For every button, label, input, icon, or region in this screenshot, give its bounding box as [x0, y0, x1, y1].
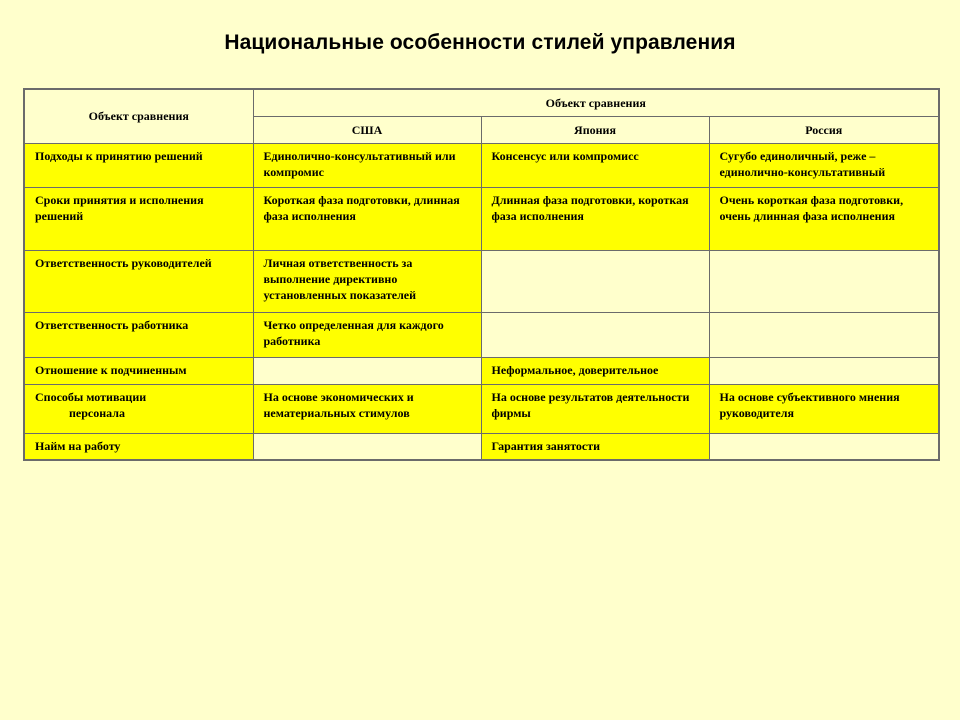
cell-usa: Единолично-консультативный или компромис: [253, 143, 481, 187]
cell-russia: Сугубо единоличный, реже – единолично-консультативный: [709, 143, 939, 187]
row-label-line: Способы мотивации: [35, 389, 147, 404]
cell-usa: Четко определенная для каждого работника: [253, 312, 481, 357]
table-header-row: [24, 89, 939, 116]
table-row: [24, 143, 939, 187]
column-header-usa: США: [253, 116, 481, 143]
page-title: Национальные особенности стилей управления: [224, 31, 736, 54]
cell-japan: Гарантия занятости: [481, 433, 709, 460]
table-row: [24, 433, 939, 460]
cell-usa: [253, 433, 481, 460]
row-label: Отношение к подчиненным: [24, 357, 253, 384]
column-header-russia: Россия: [709, 116, 939, 143]
row-label: Сроки принятия и исполнения решений: [24, 187, 253, 250]
cell-usa: Личная ответственность за выполнение директивно установленных показателей: [253, 250, 481, 312]
table-row: [24, 357, 939, 384]
column-header-japan: Япония: [481, 116, 709, 143]
corner-header-cell: Объект сравнения: [24, 89, 253, 143]
cell-japan: [481, 250, 709, 312]
cell-russia: На основе субъективного мнения руководителя: [709, 384, 939, 433]
cell-japan: На основе результатов деятельности фирмы: [481, 384, 709, 433]
table-row: [24, 312, 939, 357]
cell-japan: [481, 312, 709, 357]
cell-russia: Очень короткая фаза подготовки, очень длинная фаза исполнения: [709, 187, 939, 250]
row-label: Ответственность руководителей: [24, 250, 253, 312]
row-label: Ответственность работника: [24, 312, 253, 357]
row-label: Подходы к принятию решений: [24, 143, 253, 187]
cell-usa: [253, 357, 481, 384]
cell-russia: [709, 312, 939, 357]
group-header-cell: Объект сравнения: [253, 89, 939, 116]
cell-russia: [709, 433, 939, 460]
cell-japan: Длинная фаза подготовки, короткая фаза исполнения: [481, 187, 709, 250]
comparison-table: [23, 88, 940, 461]
table-row: [24, 187, 939, 250]
cell-usa: На основе экономических и нематериальных стимулов: [253, 384, 481, 433]
table-row: [24, 384, 939, 433]
row-label: [24, 384, 253, 433]
cell-russia: [709, 250, 939, 312]
cell-japan: Неформальное, доверительное: [481, 357, 709, 384]
cell-usa: Короткая фаза подготовки, длинная фаза исполнения: [253, 187, 481, 250]
row-label: Найм на работу: [24, 433, 253, 460]
row-label-line: персонала: [69, 405, 125, 420]
cell-russia: [709, 357, 939, 384]
table-row: [24, 250, 939, 312]
cell-japan: Консенсус или компромисс: [481, 143, 709, 187]
